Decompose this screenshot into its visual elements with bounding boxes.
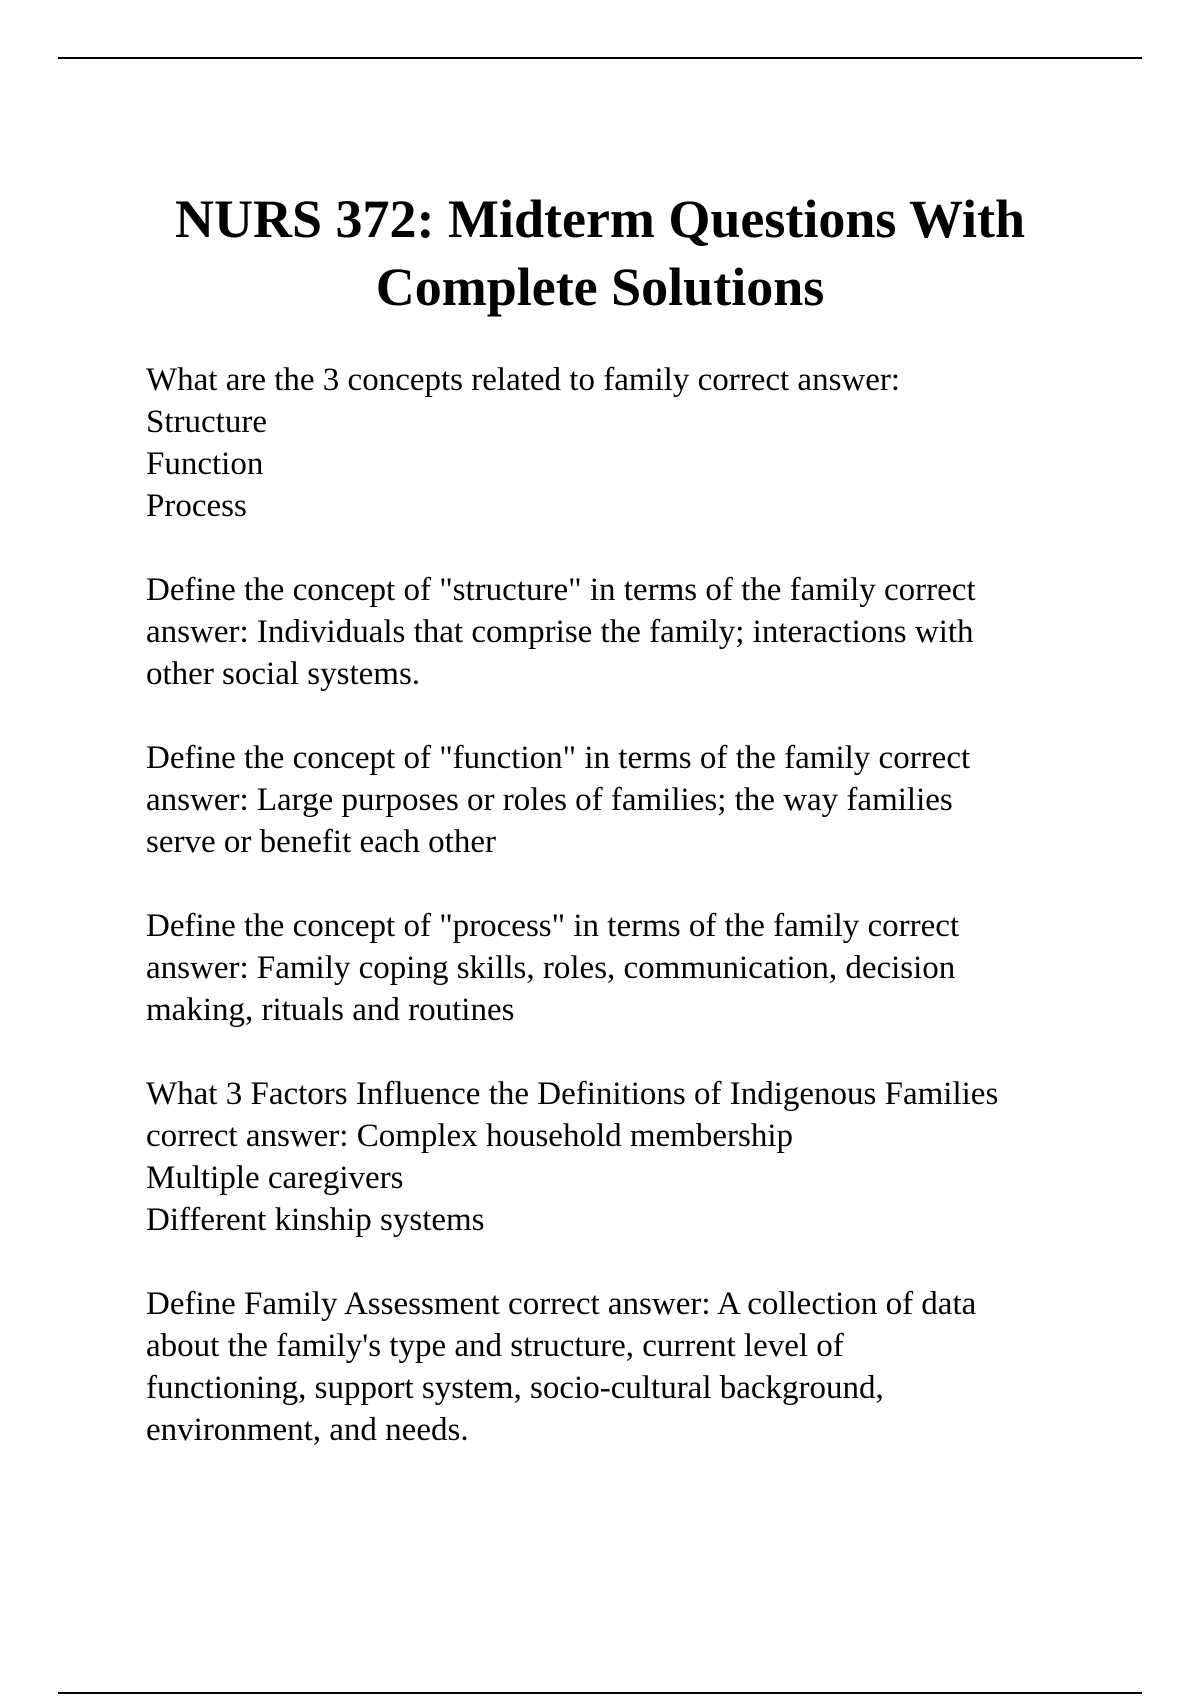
- qa-line: answer: Individuals that comprise the family; interactions with: [146, 614, 974, 650]
- qa-line: Multiple caregivers: [146, 1160, 404, 1196]
- qa-line: functioning, support system, socio-cultural background,: [146, 1370, 884, 1406]
- qa-item-function: [146, 737, 1146, 863]
- qa-line: Process: [146, 488, 247, 524]
- qa-item-process: [146, 905, 1146, 1031]
- bottom-rule: [58, 1692, 1142, 1694]
- qa-line: Function: [146, 446, 264, 482]
- qa-line: answer: Family coping skills, roles, communication, decision: [146, 950, 956, 986]
- qa-line: What 3 Factors Influence the Definitions of Indigenous Families: [146, 1076, 999, 1112]
- qa-item-indigenous-families: [146, 1073, 1146, 1241]
- title-line-1: NURS 372: Midterm Questions With: [174, 189, 1026, 249]
- qa-line: Define the concept of "process" in terms of the family correct: [146, 908, 960, 944]
- qa-line: Structure: [146, 404, 267, 440]
- qa-line: correct answer: Complex household membership: [146, 1118, 793, 1154]
- qa-item-structure: [146, 569, 1146, 695]
- qa-line: environment, and needs.: [146, 1412, 469, 1448]
- qa-line: Different kinship systems: [146, 1202, 485, 1238]
- document-title: [60, 185, 1140, 321]
- qa-line: Define the concept of "structure" in terms of the family correct: [146, 572, 976, 608]
- qa-line: serve or benefit each other: [146, 824, 496, 860]
- title-line-2: Complete Solutions: [375, 257, 825, 317]
- qa-line: about the family's type and structure, current level of: [146, 1328, 844, 1364]
- qa-line: Define Family Assessment correct answer: A collection of data: [146, 1286, 977, 1322]
- qa-line: What are the 3 concepts related to family correct answer:: [146, 362, 901, 398]
- qa-line: making, rituals and routines: [146, 992, 515, 1028]
- qa-line: other social systems.: [146, 656, 421, 692]
- qa-item-family-concepts: [146, 359, 1146, 527]
- qa-item-family-assessment: [146, 1283, 1146, 1451]
- question-answer-list: [146, 359, 1146, 1493]
- qa-line: Define the concept of "function" in terms of the family correct: [146, 740, 971, 776]
- qa-line: answer: Large purposes or roles of families; the way families: [146, 782, 953, 818]
- top-rule: [58, 57, 1142, 59]
